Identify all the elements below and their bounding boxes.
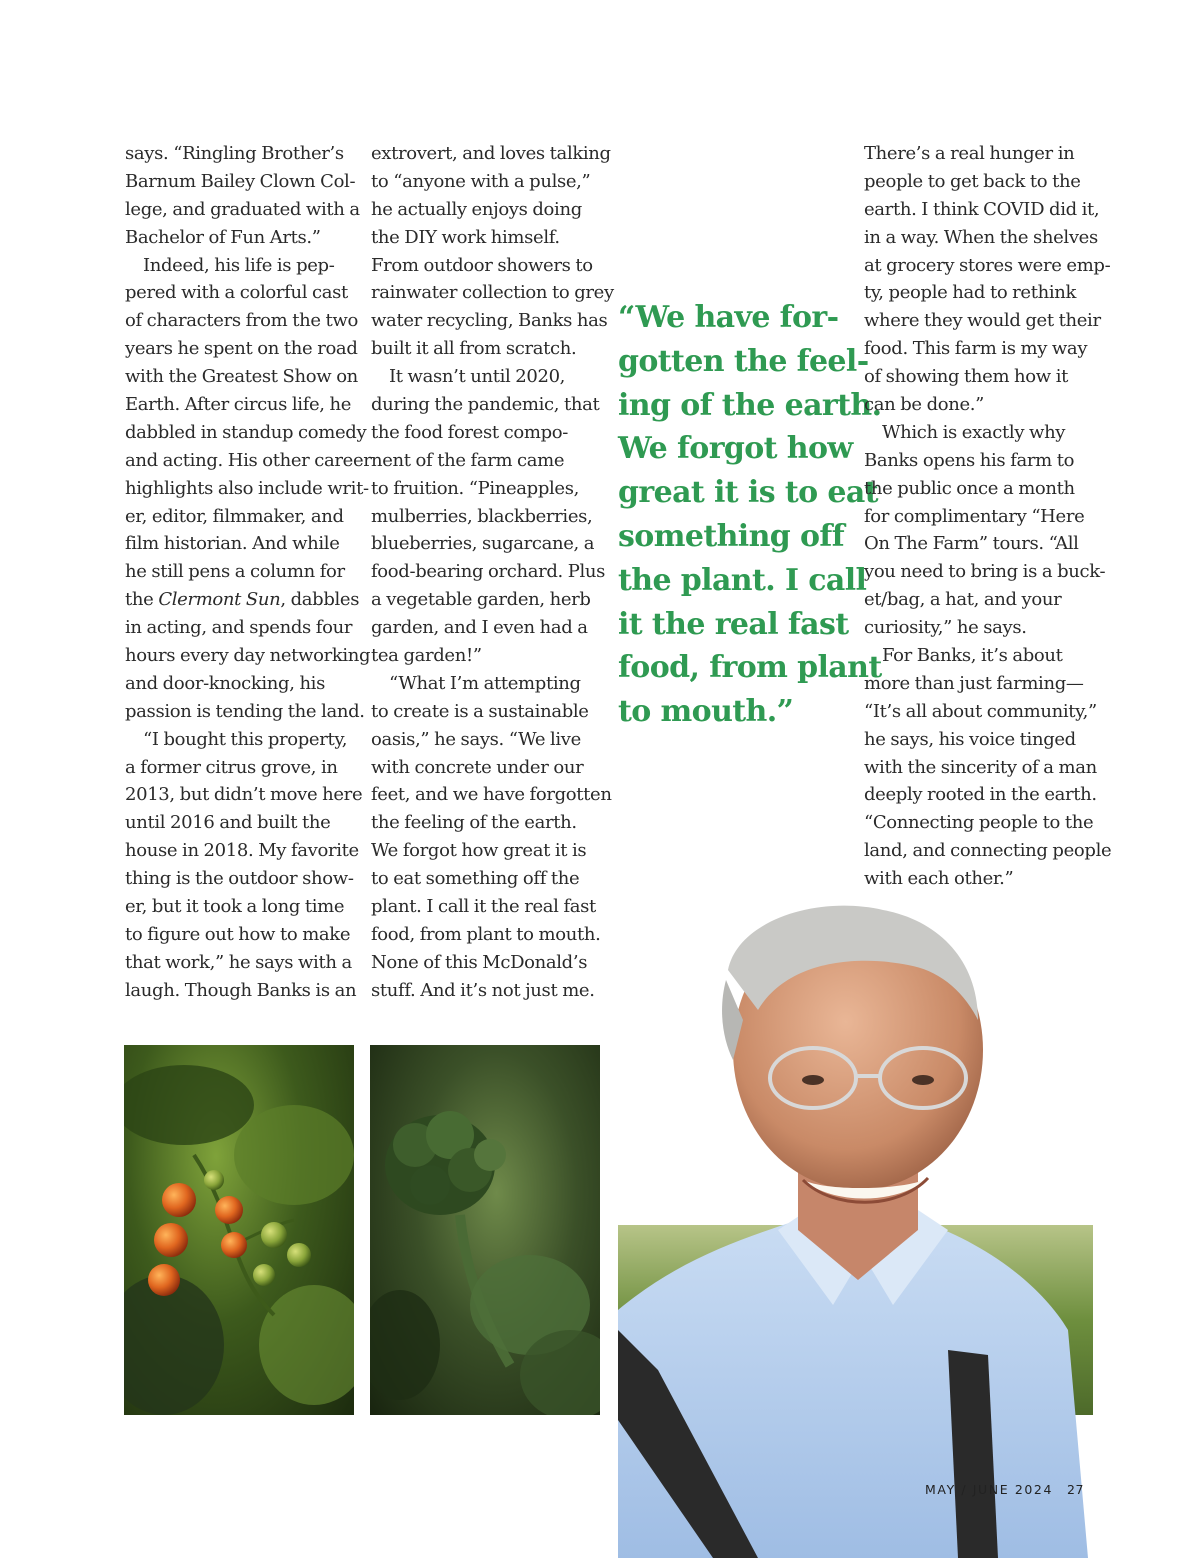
- text-line: and acting. His other career: [125, 449, 372, 471]
- text-line: of characters from the two: [125, 310, 358, 332]
- text-line: with the Greatest Show on: [125, 366, 358, 388]
- text-line: deeply rooted in the earth.: [864, 784, 1097, 806]
- text-line: er, but it took a long time: [125, 896, 345, 918]
- text-line: can be done.”: [864, 394, 985, 416]
- text-line: with concrete under our: [371, 756, 584, 778]
- text-line: to eat something off the: [371, 868, 580, 890]
- text-line: laugh. Though Banks is an: [125, 979, 357, 1001]
- text-line: a vegetable garden, herb: [371, 589, 591, 611]
- text-line: he actually enjoys doing: [371, 198, 582, 220]
- text-line: From outdoor showers to: [371, 254, 593, 276]
- text-line: oasis,” he says. “We live: [371, 728, 581, 750]
- text-line: garden, and I even had a: [371, 617, 588, 639]
- text-line: Earth. After circus life, he: [125, 394, 352, 416]
- text-line: extrovert, and loves talking: [371, 143, 611, 164]
- text-line: rainwater collection to grey: [371, 282, 614, 304]
- pull-quote-line: gotten the feel-: [618, 343, 869, 379]
- text-line: highlights also include writ-: [125, 477, 369, 499]
- text-line: the feeling of the earth.: [371, 812, 577, 834]
- text-line: lege, and graduated with a: [125, 198, 360, 220]
- text-line: blueberries, sugarcane, a: [371, 533, 595, 555]
- text-line: er, editor, filmmaker, and: [125, 505, 344, 527]
- text-line: “I bought this property,: [143, 728, 348, 750]
- pull-quote-line: food, from plant: [618, 650, 882, 686]
- text-line: to create is a sustainable: [371, 700, 589, 722]
- text-line: to fruition. “Pineapples,: [371, 477, 579, 499]
- text-line: tea garden!”: [371, 645, 482, 667]
- text-line: pered with a colorful cast: [125, 282, 348, 304]
- text-line: On The Farm” tours. “All: [864, 533, 1079, 555]
- text-line: Which is exactly why: [882, 421, 1066, 443]
- text-line: where they would get their: [864, 310, 1101, 332]
- pull-quote: [618, 296, 882, 734]
- text-line: earth. I think COVID did it,: [864, 198, 1100, 220]
- text-line: [125, 586, 360, 614]
- text-line: years he spent on the road: [125, 338, 358, 360]
- text-line: Bachelor of Fun Arts.”: [125, 226, 321, 248]
- text-line: food-bearing orchard. Plus: [371, 561, 606, 583]
- kale-plant-photo: [370, 1045, 600, 1415]
- text-line: 2013, but didn’t move here: [125, 784, 363, 806]
- tomato-vine-photo: [124, 1045, 354, 1415]
- text-line: ty, people had to rethink: [864, 282, 1077, 304]
- text-line: For Banks, it’s about: [882, 645, 1063, 667]
- text-line: at grocery stores were emp-: [864, 254, 1111, 276]
- page-footer: [925, 1482, 1095, 1497]
- text-line: film historian. And while: [125, 533, 340, 555]
- text-line: with the sincerity of a man: [864, 756, 1097, 778]
- text-line: et/bag, a hat, and your: [864, 589, 1062, 611]
- text-line: dabbled in standup comedy: [125, 421, 367, 443]
- text-line: that work,” he says with a: [125, 951, 352, 973]
- text-line: feet, and we have forgotten: [371, 784, 612, 806]
- text-line: to “anyone with a pulse,”: [371, 170, 591, 192]
- text-line: None of this McDonald’s: [371, 951, 588, 973]
- text-line: “What I’m attempting: [389, 672, 581, 694]
- text-line: to figure out how to make: [125, 923, 351, 945]
- pull-quote-line: “We have for-: [618, 300, 839, 335]
- text-line: in a way. When the shelves: [864, 226, 1098, 248]
- text-run: , dabbles: [280, 589, 360, 611]
- text-line: Barnum Bailey Clown Col-: [125, 170, 356, 192]
- text-line: hours every day networking: [125, 645, 371, 667]
- text-line: a former citrus grove, in: [125, 756, 338, 778]
- text-line: food. This farm is my way: [864, 338, 1088, 360]
- text-line: the DIY work himself.: [371, 226, 560, 248]
- text-line: says. “Ringling Brother’s: [125, 143, 344, 164]
- text-line: until 2016 and built the: [125, 812, 331, 834]
- text-line: the public once a month: [864, 477, 1075, 499]
- text-line: nent of the farm came: [371, 449, 565, 471]
- text-line: during the pandemic, that: [371, 394, 600, 416]
- article-column-1: [125, 140, 372, 1005]
- pull-quote-line: great it is to eat: [618, 475, 878, 511]
- pull-quote-line: ing of the earth.: [618, 387, 882, 423]
- text-line: “Connecting people to the: [864, 812, 1094, 834]
- text-line: Banks opens his farm to: [864, 449, 1075, 471]
- text-line: the food forest compo-: [371, 421, 568, 443]
- text-line: house in 2018. My favorite: [125, 840, 359, 862]
- text-line: We forgot how great it is: [371, 840, 587, 862]
- page-number: 27: [1067, 1482, 1084, 1497]
- text-line: There’s a real hunger in: [864, 143, 1075, 164]
- text-line: “It’s all about community,”: [864, 700, 1097, 722]
- text-line: and door-knocking, his: [125, 672, 325, 694]
- pull-quote-line: We forgot how: [618, 431, 853, 467]
- text-line: passion is tending the land.: [125, 700, 365, 722]
- text-line: Indeed, his life is pep-: [143, 254, 335, 276]
- text-line: water recycling, Banks has: [371, 310, 608, 332]
- text-line: he says, his voice tinged: [864, 728, 1076, 750]
- text-line: with each other.”: [864, 868, 1014, 890]
- text-line: land, and connecting people: [864, 840, 1112, 862]
- pull-quote-line: the plant. I call: [618, 562, 867, 598]
- text-line: in acting, and spends four: [125, 617, 353, 639]
- text-run: the: [125, 589, 159, 611]
- text-line: stuff. And it’s not just me.: [371, 979, 595, 1001]
- publication-name: Clermont Sun: [158, 589, 281, 611]
- pull-quote-line: something off: [618, 518, 845, 554]
- text-line: he still pens a column for: [125, 561, 345, 583]
- text-line: people to get back to the: [864, 170, 1081, 192]
- issue-date: MAY / JUNE 2024: [925, 1482, 1054, 1497]
- text-line: of showing them how it: [864, 366, 1069, 388]
- text-line: plant. I call it the real fast: [371, 896, 596, 918]
- text-line: food, from plant to mouth.: [371, 923, 601, 945]
- text-line: thing is the outdoor show-: [125, 868, 354, 890]
- article-column-3: [864, 140, 1112, 893]
- text-line: for complimentary “Here: [864, 505, 1085, 527]
- text-line: It wasn’t until 2020,: [389, 366, 566, 388]
- article-column-2: [371, 140, 614, 1005]
- pull-quote-line: it the real fast: [618, 606, 849, 642]
- farmer-portrait-photo: [618, 900, 1093, 1558]
- text-line: built it all from scratch.: [371, 338, 577, 360]
- text-line: you need to bring is a buck-: [864, 561, 1106, 583]
- text-line: more than just farming—: [864, 672, 1084, 694]
- pull-quote-line: to mouth.”: [618, 694, 794, 730]
- text-line: mulberries, blackberries,: [371, 505, 593, 527]
- text-line: curiosity,” he says.: [864, 617, 1027, 639]
